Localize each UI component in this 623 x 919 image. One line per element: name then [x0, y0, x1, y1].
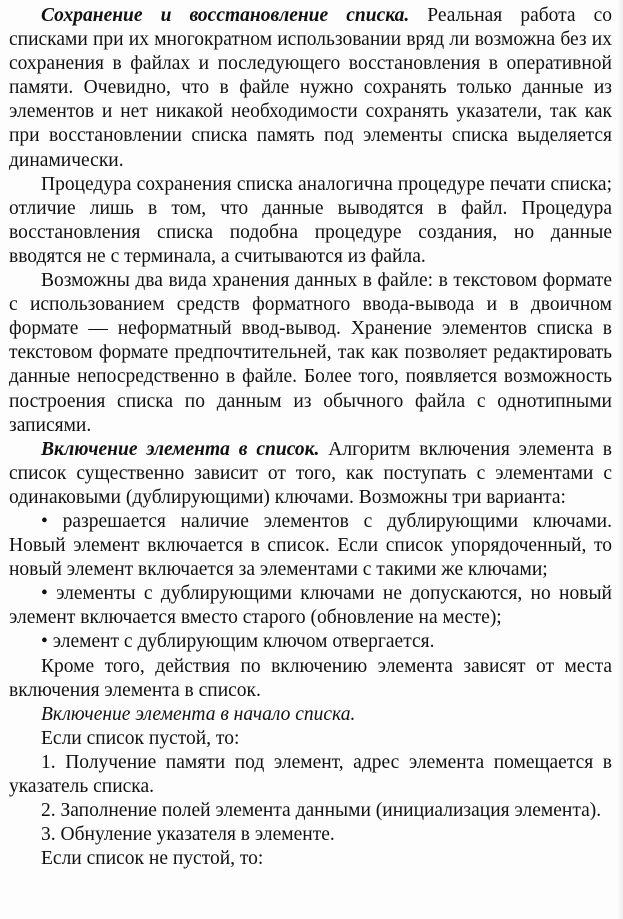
step-item-allocate: 1. Получение памяти под элемент, адрес элемента помещается в указатель списка.	[9, 751, 612, 797]
bullet-item-allow-duplicates: • разрешается наличие элементов с дублирующими ключами. Новый элемент включается в список. Если список упорядоченный, то новый элемент включается за элементами с такими же ключами;	[9, 510, 612, 581]
bullet-item-reject: • элемент с дублирующим ключом отвергается.	[41, 631, 435, 653]
heading-save-restore: Сохранение и восстановление списка.	[41, 5, 410, 26]
paragraph-save-procedure: Процедура сохранения списка аналогична процедуре печати списка; отличие лишь в том, что данные выводятся в файл. Процедура восстановления списка подобна процедуре создания, но данные вводятся не с терминала, а считываются из файла.	[9, 173, 612, 267]
paragraph-empty-list: Если список пустой, то:	[41, 727, 240, 749]
paragraph-nonempty-list: Если список не пустой, то:	[41, 848, 264, 870]
step-item-null-pointer: 3. Обнуление указателя в элементе.	[41, 824, 335, 846]
heading-insert-element: Включение элемента в список.	[41, 438, 320, 460]
paragraph-storage-formats: Возможны два вида хранения данных в файле: в текстовом формате с использованием средств форматного ввода-вывода и в двоичном формате — неформатный ввод-вывод. Хранение элементов списка в текстовом формате предпочтительней, так как позволяет редактировать данные непосредственно в файле. Более того, появляется возможность построения списка по данным из обычного файла с однотипными записями.	[9, 270, 612, 436]
text-insert-element: Алгоритм включения элемента в список существенно зависит от того, как поступать с элементами с одинаковыми (дублирующими) ключами. Возможны три варианта:	[9, 438, 612, 508]
paragraph-insert-element	[9, 438, 612, 510]
page-edge-shadow	[617, 0, 623, 919]
paragraph-save-restore	[9, 4, 612, 173]
bullet-item-replace-old: • элементы с дублирующими ключами не допускаются, но новый элемент включается вместо старого (обновление на месте);	[9, 583, 612, 629]
step-item-fill-fields: 2. Заполнение полей элемента данными (инициализация элемента).	[41, 800, 602, 822]
text-save-restore: Реальная работа со списками при их многократном использовании вряд ли возможна без их сохранения в файлах и последующего восстановления в оперативной памяти. Очевидно, что в файле нужно сохранять только данные из элементов и нет никакой необходимости сохранять указатели, так как при восстановлении списка память под элементы списка выделяется динамически.	[9, 5, 612, 171]
subheading-insert-at-start: Включение элемента в начало списка.	[41, 703, 356, 725]
paragraph-insert-place: Кроме того, действия по включению элемента зависят от места включения элемента в список.	[9, 655, 612, 701]
page-text	[9, 4, 612, 871]
